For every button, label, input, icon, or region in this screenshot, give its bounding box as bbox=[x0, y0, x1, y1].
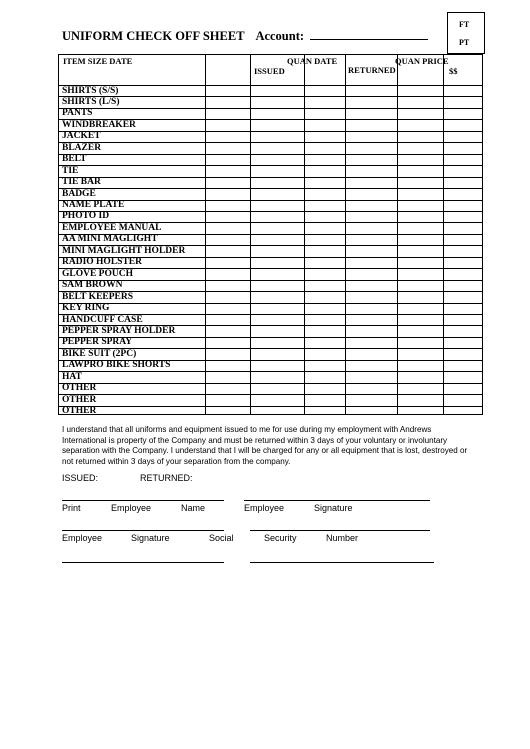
table-row-divider bbox=[59, 188, 482, 189]
table-row-divider bbox=[59, 360, 482, 361]
table-row-divider bbox=[59, 108, 482, 109]
table-row-divider bbox=[59, 280, 482, 281]
header-issued: ISSUED bbox=[254, 66, 285, 76]
table-row-divider bbox=[59, 142, 482, 143]
table-row-divider bbox=[59, 348, 482, 349]
number-label: Number bbox=[326, 533, 359, 543]
table-row-divider bbox=[59, 211, 482, 212]
table-row-divider bbox=[59, 165, 482, 166]
employee-label-2: Employee bbox=[244, 503, 285, 513]
item-label: SHIRTS (S/S) bbox=[62, 85, 119, 96]
employee-signature-line[interactable] bbox=[244, 500, 430, 501]
item-label: PEPPER SPRAY HOLDER bbox=[62, 325, 176, 336]
item-label: WINDBREAKER bbox=[62, 119, 136, 130]
blank-line[interactable] bbox=[62, 562, 224, 563]
header-quan-price: QUAN PRICE bbox=[395, 56, 449, 66]
table-row-divider bbox=[59, 119, 482, 120]
employment-type-box bbox=[447, 12, 485, 54]
header-separator bbox=[59, 85, 482, 86]
signature-label: Signature bbox=[314, 503, 353, 513]
blank-line-2[interactable] bbox=[250, 562, 434, 563]
page-title bbox=[62, 29, 428, 44]
item-label: RADIO HOLSTER bbox=[62, 257, 142, 268]
name-label: Name bbox=[181, 503, 206, 513]
agreement-text: I understand that all uniforms and equipment issued to me for use during my employment with Andrews International is property of the Company and must be returned within 3 days of your voluntary or involuntary separation with the Company. I understand that I will be charged for any or all equipment that is lost, destroyed or not returned within 3 days of your separation from the company. bbox=[62, 425, 468, 466]
item-label: OTHER bbox=[62, 383, 97, 394]
item-label: PANTS bbox=[62, 108, 93, 119]
header-quan-date: QUAN DATE bbox=[287, 56, 338, 66]
table-row-divider bbox=[59, 268, 482, 269]
print-label: Print bbox=[62, 503, 81, 513]
employee-label-3: Employee bbox=[62, 533, 103, 543]
item-label: BADGE bbox=[62, 188, 96, 199]
employee-signature-line-2[interactable] bbox=[62, 530, 224, 531]
account-label: Account: bbox=[255, 29, 305, 43]
item-label: JACKET bbox=[62, 131, 101, 142]
account-field[interactable] bbox=[310, 29, 428, 40]
item-label: AA MINI MAGLIGHT bbox=[62, 234, 158, 245]
table-row-divider bbox=[59, 154, 482, 155]
item-label: PEPPER SPRAY bbox=[62, 337, 133, 348]
security-label: Security bbox=[264, 533, 297, 543]
table-row-divider bbox=[59, 303, 482, 304]
item-label: SAM BROWN bbox=[62, 280, 123, 291]
social-label: Social bbox=[209, 533, 234, 543]
item-label: TIE BAR bbox=[62, 177, 101, 188]
item-label: PHOTO ID bbox=[62, 211, 110, 222]
table-row-divider bbox=[59, 291, 482, 292]
header-dollars: $$ bbox=[449, 66, 458, 76]
returned-label: RETURNED: bbox=[140, 473, 193, 483]
item-label: EMPLOYEE MANUAL bbox=[62, 222, 162, 233]
table-row-divider bbox=[59, 131, 482, 132]
uniform-table bbox=[58, 54, 483, 415]
employee-label: Employee bbox=[111, 503, 152, 513]
header-returned: RETURNED bbox=[348, 65, 396, 75]
item-label: SHIRTS (L/S) bbox=[62, 96, 120, 107]
item-label: BIKE SUIT (2PC) bbox=[62, 348, 137, 359]
item-label: BELT bbox=[62, 154, 87, 165]
item-label: MINI MAGLIGHT HOLDER bbox=[62, 245, 186, 256]
item-label: BLAZER bbox=[62, 142, 102, 153]
item-label: HANDCUFF CASE bbox=[62, 314, 143, 325]
table-row-divider bbox=[59, 394, 482, 395]
pt-label: PT bbox=[459, 38, 470, 47]
social-security-line[interactable] bbox=[250, 530, 430, 531]
table-row-divider bbox=[59, 383, 482, 384]
table-row-divider bbox=[59, 96, 482, 97]
table-row-divider bbox=[59, 325, 482, 326]
form-title: UNIFORM CHECK OFF SHEET bbox=[62, 29, 245, 43]
item-label: HAT bbox=[62, 371, 82, 382]
table-row-divider bbox=[59, 222, 482, 223]
table-row-divider bbox=[59, 234, 482, 235]
item-label: KEY RING bbox=[62, 303, 110, 314]
signature-label-2: Signature bbox=[131, 533, 170, 543]
table-row-divider bbox=[59, 371, 482, 372]
issued-label: ISSUED: bbox=[62, 473, 99, 483]
table-row-divider bbox=[59, 177, 482, 178]
ft-label: FT bbox=[459, 20, 470, 29]
header-item-size-date: ITEM SIZE DATE bbox=[63, 56, 133, 66]
table-row-divider bbox=[59, 257, 482, 258]
item-label: OTHER bbox=[62, 394, 97, 405]
table-row-divider bbox=[59, 314, 482, 315]
item-label: BELT KEEPERS bbox=[62, 291, 134, 302]
table-row-divider bbox=[59, 337, 482, 338]
item-label: NAME PLATE bbox=[62, 200, 125, 210]
item-label: OTHER bbox=[62, 406, 97, 417]
table-row-divider bbox=[59, 245, 482, 246]
table-row-divider bbox=[59, 406, 482, 407]
print-name-line[interactable] bbox=[62, 500, 224, 501]
item-label: LAWPRO BIKE SHORTS bbox=[62, 360, 171, 371]
item-label: GLOVE POUCH bbox=[62, 268, 133, 279]
table-row-divider bbox=[59, 200, 482, 201]
item-label: TIE bbox=[62, 165, 79, 176]
